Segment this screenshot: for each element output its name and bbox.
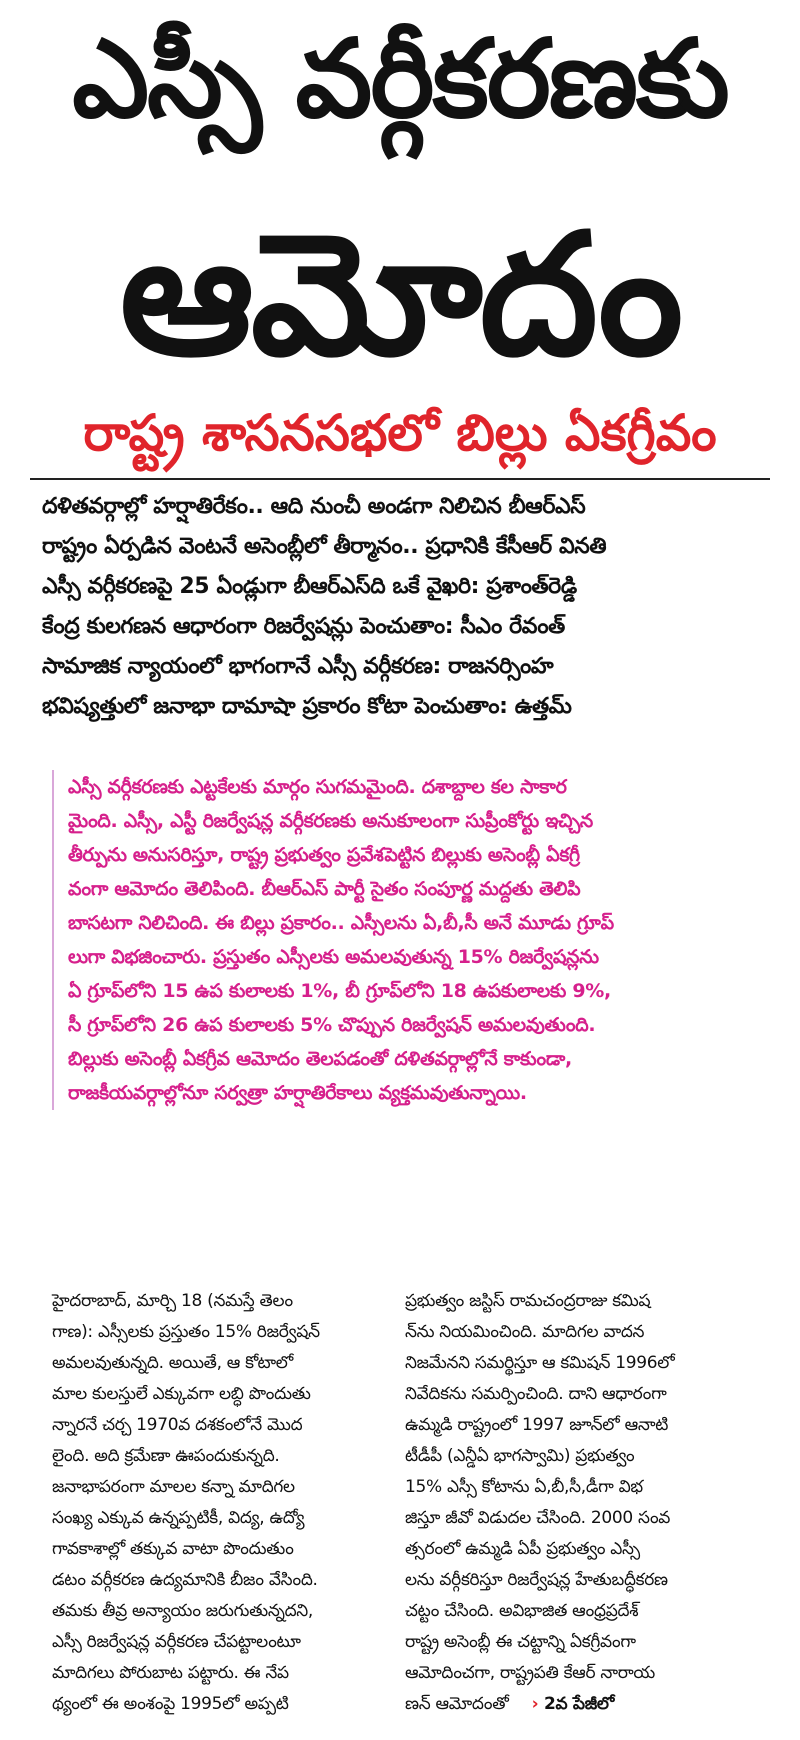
body-line: ఉమ్మడి రాష్ట్రంలో 1997 జూన్‌లో ఆనాటి	[405, 1415, 669, 1435]
summary-line: ఎస్సీ వర్గీకరణకు ఎట్టకేలకు మార్గం సుగమమైంది. దశాబ్దాల కల సాకార	[68, 776, 567, 798]
body-line: 15% ఎస్సీ కోటాను ఏ,బీ,సీ,డీగా విభ	[405, 1477, 643, 1497]
headline-line-2: ఆమోదం	[119, 197, 681, 393]
body-line: ప్రభుత్వం జస్టిస్ రామచంద్రరాజు కమిష	[405, 1291, 651, 1311]
summary-line: బాసటగా నిలిచింది. ఈ బిల్లు ప్రకారం.. ఎస్సీలను ఏ,బీ,సీ అనే మూడు గ్రూప్	[68, 912, 614, 934]
body-line: ఆమోదించగా, రాష్ట్రపతి కేఆర్ నారాయ	[405, 1663, 655, 1683]
summary-box	[52, 770, 773, 1110]
body-line: టీడీపీ (ఎన్డీఏ భాగస్వామి) ప్రభుత్వం	[405, 1446, 635, 1466]
subheadline: రాష్ట్ర శాసనసభలో బిల్లు ఏకగ్రీవం	[83, 404, 717, 462]
body-column-left	[52, 1286, 382, 1720]
body-line: జిస్తూ జీవో విడుదల చేసింది. 2000 సంవ	[405, 1508, 671, 1528]
body-line: ఎస్సీ రిజర్వేషన్ల వర్గీకరణ చేపట్టాలంటూ	[52, 1632, 301, 1652]
body-line: రాష్ట్ర అసెంబ్లీ ఈ చట్టాన్ని ఏకగ్రీవంగా	[405, 1632, 636, 1652]
body-line: లైంది. అది క్రమేణా ఊపందుకున్నది.	[52, 1446, 280, 1466]
highlight-item: దళితవర్గాల్లో హర్షాతిరేకం.. ఆది నుంచీ అండగా నిలిచిన బీఆర్ఎస్	[42, 494, 586, 519]
body-line: గావకాశాల్లో తక్కువ వాటా పొందుతుం	[52, 1539, 294, 1559]
highlight-item: భవిష్యత్తులో జనాభా దామాషా ప్రకారం కోటా పెంచుతాం: ఉత్తమ్	[42, 694, 572, 719]
body-line: నిజమేనని సమర్థిస్తూ ఆ కమిషన్ 1996లో	[405, 1353, 675, 1373]
body-line: తమకు తీవ్ర అన్యాయం జరుగుతున్నదని,	[52, 1601, 314, 1621]
body-line: న్నారనే చర్చ 1970వ దశకంలోనే మొద	[52, 1415, 303, 1435]
summary-line: తీర్పును అనుసరిస్తూ, రాష్ట్ర ప్రభుత్వం ప్రవేశపెట్టిన బిల్లుకు అసెంబ్లీ ఏకగ్రీ	[68, 844, 580, 866]
body-column-right	[405, 1286, 755, 1720]
chevron-right-icon: ›	[531, 1694, 539, 1714]
body-line: మాదిగలు పోరుబాట పట్టారు. ఈ నేప	[52, 1663, 289, 1683]
body-line: లను వర్గీకరిస్తూ రిజర్వేషన్ల హేతుబద్ధీకరణ	[405, 1570, 668, 1590]
summary-line: లుగా విభజించారు. ప్రస్తుతం ఎస్సీలకు అమలవుతున్న 15% రిజర్వేషన్లను	[68, 946, 599, 968]
highlight-item: కేంద్ర కులగణన ఆధారంగా రిజర్వేషన్లు పెంచుతాం: సీఎం రేవంత్	[42, 614, 565, 639]
summary-line: మైంది. ఎస్సీ, ఎస్టీ రిజర్వేషన్ల వర్గీకరణకు అనుకూలంగా సుప్రీంకోర్టు ఇచ్చిన	[68, 810, 593, 832]
summary-line: ఏ గ్రూప్‌లోని 15 ఉప కులాలకు 1%, బీ గ్రూప్‌లోని 18 ఉపకులాలకు 9%,	[68, 980, 611, 1002]
body-line: డటం వర్గీకరణ ఉద్యమానికి బీజం వేసింది.	[52, 1570, 318, 1590]
body-line: గాణ): ఎస్సీలకు ప్రస్తుతం 15% రిజర్వేషన్	[52, 1322, 320, 1342]
summary-line: వంగా ఆమోదం తెలిపింది. బీఆర్ఎస్ పార్టీ సైతం సంపూర్ణ మద్దతు తెలిపి	[68, 878, 581, 900]
body-line: త్సరంలో ఉమ్మడి ఏపీ ప్రభుత్వం ఎస్సీ	[405, 1539, 640, 1559]
continued-link[interactable]	[532, 1689, 614, 1719]
highlight-item: సామాజిక న్యాయంలో భాగంగానే ఎస్సీ వర్గీకరణ: రాజనర్సింహ	[42, 654, 554, 679]
summary-line: రాజకీయవర్గాల్లోనూ సర్వత్రా హర్షాతిరేకాలు వ్యక్తమవుతున్నాయి.	[68, 1082, 527, 1104]
continued-label: 2వ పేజీలో	[543, 1694, 615, 1714]
highlight-item: రాష్ట్రం ఏర్పడిన వెంటనే అసెంబ్లీలో తీర్మానం.. ప్రధానికి కేసీఆర్ వినతి	[42, 534, 607, 559]
body-line: మాల కులస్తులే ఎక్కువగా లబ్ధి పొందుతు	[52, 1384, 311, 1404]
body-line: అమలవుతున్నది. అయితే, ఆ కోటాలో	[52, 1353, 293, 1373]
summary-line: బిల్లుకు అసెంబ్లీ ఏకగ్రీవ ఆమోదం తెలపడంతో దళితవర్గాల్లోనే కాకుండా,	[68, 1048, 572, 1070]
body-line: హైదరాబాద్, మార్చి 18 (నమస్తే తెలం	[52, 1291, 293, 1311]
body-line: చట్టం చేసింది. అవిభాజిత ఆంధ్రప్రదేశ్	[405, 1601, 639, 1621]
body-line: న్‌ను నియమించింది. మాదిగల వాదన	[405, 1322, 645, 1342]
body-line: నివేదికను సమర్పించింది. దాని ఆధారంగా	[405, 1384, 667, 1404]
body-line-text: ణన్ ఆమోదంతో	[405, 1694, 509, 1714]
highlights-list	[42, 488, 782, 728]
summary-line: సీ గ్రూప్‌లోని 26 ఉప కులాలకు 5% చొప్పున రిజర్వేషన్ అమలవుతుంది.	[68, 1014, 596, 1036]
divider	[30, 478, 770, 480]
body-line: సంఖ్య ఎక్కువ ఉన్నప్పటికీ, విద్య, ఉద్యో	[52, 1508, 305, 1528]
body-line: జనాభాపరంగా మాలల కన్నా మాదిగల	[52, 1477, 295, 1497]
body-line-last	[405, 1689, 755, 1720]
headline-line-1: ఎస్సీ వర్గీకరణకు	[72, 17, 728, 142]
body-line: థ్యంలో ఈ అంశంపై 1995లో అప్పటి	[52, 1694, 289, 1714]
highlight-item: ఎస్సీ వర్గీకరణపై 25 ఏండ్లుగా బీఆర్ఎస్‌ది ఒకే వైఖరి: ప్రశాంత్‌రెడ్డి	[42, 574, 577, 599]
